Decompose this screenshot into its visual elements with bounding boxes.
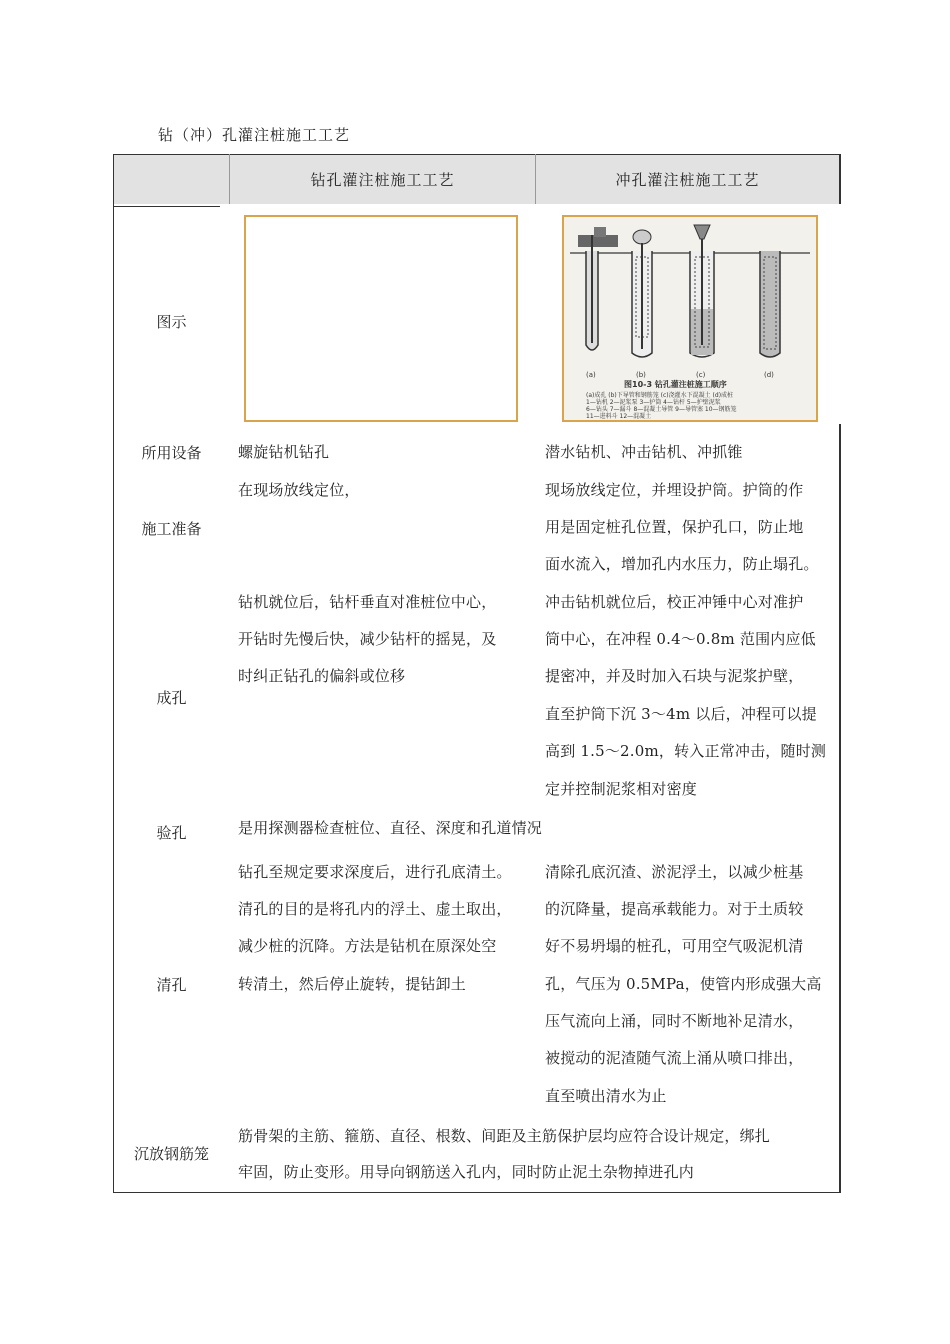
clean-impact-line: 清除孔底沉渣、淤泥浮土，以减少桩基	[545, 863, 804, 881]
hole-impact-line: 定并控制泥浆相对密度	[545, 780, 698, 798]
hole-drill-line: 时纠正钻孔的偏斜或位移	[238, 667, 406, 685]
clean-impact-line: 的沉降量，提高承载能力。对于土质较	[545, 900, 804, 918]
hole-impact-line: 高到 1.5～2.0m，转入正常冲击，随时测	[545, 742, 827, 760]
clean-impact-line: 直至喷出清水为止	[545, 1087, 667, 1105]
equipment-impact: 潜水钻机、冲击钻机、冲抓锥	[545, 443, 743, 461]
figure-caption-line: 6—钻头 7—漏斗 8—混凝土导管 9—导管塞 10—钢筋笼	[586, 406, 737, 413]
document-title: 钻（冲）孔灌注桩施工工艺	[158, 126, 351, 144]
hole-impact-line: 筒中心，在冲程 0.4～0.8m 范围内应低	[545, 630, 816, 648]
hole-drill-line: 钻机就位后，钻杆垂直对准桩位中心，	[238, 593, 497, 611]
hole-drill-line: 开钻时先慢后快，减少钻杆的摇晃，及	[238, 630, 497, 648]
hole-impact-line: 冲击钻机就位后，校正冲锤中心对准护	[545, 593, 804, 611]
panel-label-b: (b)	[636, 371, 646, 379]
panel-label-c: (c)	[696, 371, 706, 379]
prep-drill-line: 在现场放线定位，	[238, 481, 360, 499]
table-right-border	[839, 424, 841, 1192]
figure-caption-line: 1—钻机 2—泥浆泵 3—护筒 4—钻杆 5—护壁泥浆	[586, 399, 721, 406]
process-table	[113, 154, 841, 1193]
row-label-inspection: 验孔	[156, 824, 187, 842]
panel-label-d: (d)	[764, 371, 774, 379]
row-label-preparation: 施工准备	[141, 520, 202, 538]
impact-figure	[562, 215, 818, 422]
figure-caption-line: (a)成孔 (b)下导管和钢筋笼 (c)浇灌水下混凝土 (d)成桩	[586, 392, 734, 399]
table-header	[114, 154, 841, 204]
equipment-drill: 螺旋钻机钻孔	[238, 443, 330, 461]
row-label-hole-forming: 成孔	[156, 689, 187, 707]
figure-caption-title: 图10-3 钻孔灌注桩施工顺序	[624, 380, 727, 389]
inspection-text: 是用探测器检查桩位、直径、深度和孔道情况	[238, 819, 543, 837]
clean-drill-line: 钻孔至规定要求深度后，进行孔底清土。	[238, 863, 512, 881]
row-label-diagram: 图示	[156, 313, 187, 331]
drill-figure-placeholder	[244, 215, 518, 422]
header-drill: 钻孔灌注桩施工工艺	[310, 171, 455, 189]
clean-drill-line: 减少桩的沉降。方法是钻机在原深处空	[238, 937, 497, 955]
clean-impact-line: 孔，气压为 0.5MPa，使管内形成强大高	[545, 975, 822, 993]
prep-impact-line: 面水流入，增加孔内水压力，防止塌孔。	[545, 555, 819, 573]
row-label-equipment: 所用设备	[141, 444, 202, 462]
label-column-rule	[114, 206, 220, 207]
figure-caption-line: 11—进料斗 12—混凝土	[586, 413, 652, 420]
row-label-cleaning: 清孔	[156, 976, 187, 994]
cage-text-line: 牢固，防止变形。用导向钢筋送入孔内，同时防止泥土杂物掉进孔内	[238, 1163, 695, 1181]
clean-drill-line: 转清土，然后停止旋转，提钻卸土	[238, 975, 467, 993]
clean-impact-line: 好不易坍塌的桩孔，可用空气吸泥机清	[545, 937, 804, 955]
header-impact: 冲孔灌注桩施工工艺	[615, 171, 760, 189]
header-divider	[535, 154, 536, 204]
prep-impact-line: 用是固定桩孔位置，保护孔口，防止地	[545, 518, 804, 536]
hole-impact-line: 提密冲，并及时加入石块与泥浆护壁，	[545, 667, 804, 685]
clean-impact-line: 压气流向上涌，同时不断地补足清水，	[545, 1012, 804, 1030]
panel-label-a: (a)	[586, 371, 596, 379]
header-blank	[114, 155, 229, 205]
header-divider	[229, 154, 230, 204]
cage-text-line: 筋骨架的主筋、箍筋、直径、根数、间距及主筋保护层均应符合设计规定，绑扎	[238, 1127, 771, 1145]
prep-impact-line: 现场放线定位，并埋设护筒。护筒的作	[545, 481, 804, 499]
bored-pile-sequence-illustration	[564, 217, 816, 420]
row-label-cage: 沉放钢筋笼	[133, 1145, 209, 1163]
clean-drill-line: 清孔的目的是将孔内的浮土、虚土取出，	[238, 900, 512, 918]
hole-impact-line: 直至护筒下沉 3～4m 以后，冲程可以提	[545, 705, 817, 723]
clean-impact-line: 被搅动的泥渣随气流上涌从喷口排出，	[545, 1049, 804, 1067]
